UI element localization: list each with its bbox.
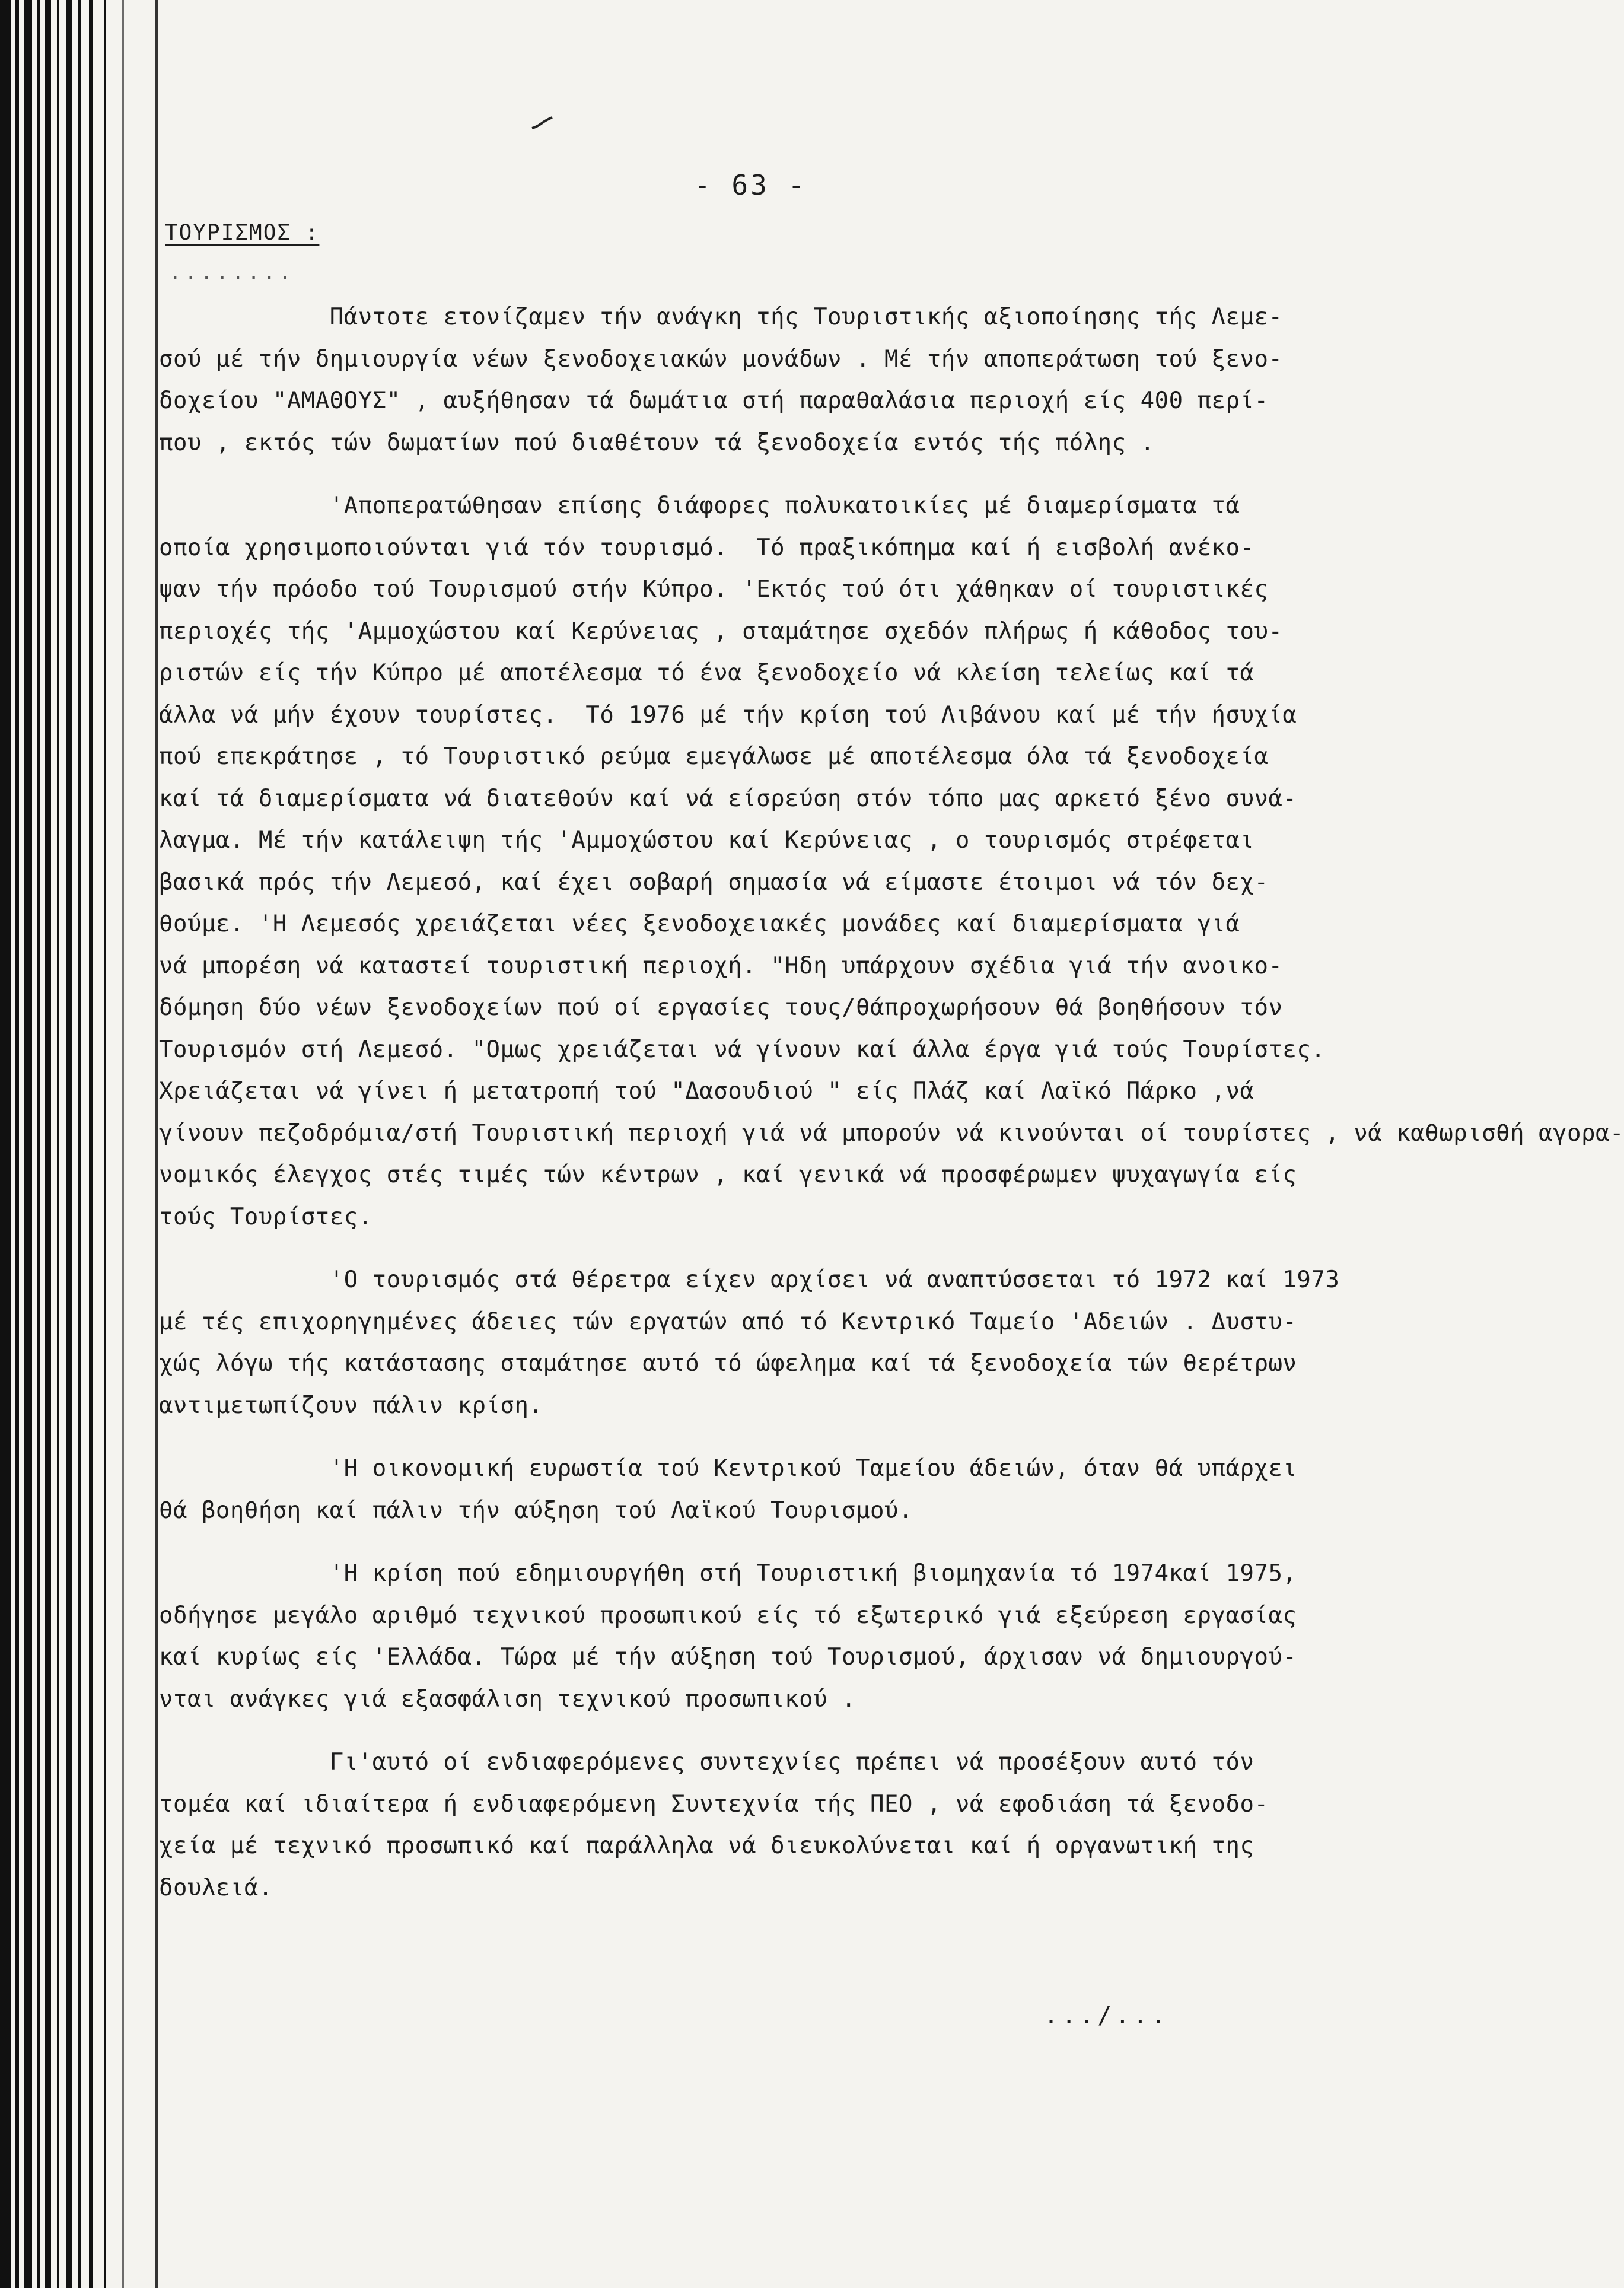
text-line: θούμε. 'Η Λεμεσός χρειάζεται νέες ξενοδοχειακές μονάδες καί διαμερίσματα γιά: [159, 911, 1240, 937]
text-line: περιοχές τής 'Αμμοχώστου καί Κερύνειας , σταμάτησε σχεδόν πλήρως ή κάθοδος του-: [159, 618, 1283, 645]
text-line: δοχείου "ΑΜΑΘΟΥΣ" , αυξήθησαν τά δωμάτια στή παραθαλάσια περιοχή είς 400 περί-: [159, 387, 1269, 414]
text-line: 'Ο τουρισμός στά θέρετρα είχεν αρχίσει νά αναπτύσσεται τό 1972 καί 1973: [159, 1266, 1340, 1293]
text-line: νται ανάγκες γιά εξασφάλιση τεχνικού προσωπικού .: [159, 1685, 856, 1713]
text-line: δόμηση δύο νέων ξενοδοχείων πού οί εργασίες τους/θάπροχωρήσουν θά βοηθήσουν τόν: [159, 994, 1283, 1021]
text-line: χώς λόγω τής κατάστασης σταμάτησε αυτό τό ώφελημα καί τά ξενοδοχεία τών θερέτρων: [159, 1350, 1297, 1377]
ink-mark: [531, 116, 553, 131]
text-line: Γι'αυτό οί ενδιαφερόμενες συντεχνίες πρέπει νά προσέξουν αυτό τόν: [159, 1749, 1254, 1775]
text-line: ψαν τήν πρόοδο τού Τουρισμού στήν Κύπρο. 'Εκτός τού ότι χάθηκαν οί τουριστικές: [159, 576, 1269, 603]
text-line: αντιμετωπίζουν πάλιν κρίση.: [159, 1392, 543, 1419]
text-line: οποία χρησιμοποιούνται γιά τόν τουρισμό. Τό πραξικόπημα καί ή εισβολή ανέκο-: [159, 534, 1254, 561]
text-line: 'Η κρίση πού εδημιουργήθη στή Τουριστική βιομηχανία τό 1974καί 1975,: [159, 1560, 1297, 1587]
text-line: Τουρισμόν στή Λεμεσό. "Ομως χρειάζεται νά γίνουν καί άλλα έργα γιά τούς Τουρίστες.: [159, 1036, 1326, 1063]
body-text: [159, 297, 1624, 1909]
text-line: γίνουν πεζοδρόμια/στή Τουριστική περιοχή γιά νά μπορούν νά κινούνται οί τουρίστες , νά καθωρισθή αγορα-: [159, 1119, 1624, 1147]
text-line: τομέα καί ιδιαίτερα ή ενδιαφερόμενη Συντεχνία τής ΠΕΟ , νά εφοδιάση τά ξενοδο-: [159, 1790, 1269, 1818]
text-line: άλλα νά μήν έχουν τουρίστες. Τό 1976 μέ τήν κρίση τού Λιβάνου καί μέ τήν ήσυχία: [159, 701, 1297, 728]
text-line: καί κυρίως είς 'Ελλάδα. Τώρα μέ τήν αύξηση τού Τουρισμού, άρχισαν νά δημιουργού-: [159, 1644, 1297, 1670]
text-line: ριστών είς τήν Κύπρο μέ αποτέλεσμα τό ένα ξενοδοχείο νά κλείση τελείως καί τά: [159, 660, 1254, 686]
continuation-mark: .../...: [1044, 2002, 1169, 2029]
text-line: που , εκτός τών δωματίων πού διαθέτουν τά ξενοδοχεία εντός τής πόλης .: [159, 429, 1155, 456]
text-line: Χρειάζεται νά γίνει ή μετατροπή τού "Δασουδιού " είς Πλάζ καί Λαϊκό Πάρκο ,νά: [159, 1078, 1254, 1105]
text-line: χεία μέ τεχνικό προσωπικό καί παράλληλα νά διευκολύνεται καί ή οργανωτική της: [159, 1832, 1254, 1859]
text-line: 'Η οικονομική ευρωστία τού Κεντρικού Ταμείου άδειών, όταν θά υπάρχει: [159, 1455, 1297, 1482]
text-line: νομικός έλεγχος στές τιμές τών κέντρων , καί γενικά νά προσφέρωμεν ψυχαγωγία είς: [159, 1161, 1297, 1188]
text-line: τούς Τουρίστες.: [159, 1203, 372, 1230]
text-line: Πάντοτε ετονίζαμεν τήν ανάγκη τής Τουριστικής αξιοποίησης τής Λεμε-: [159, 304, 1283, 330]
text-line: θά βοηθήση καί πάλιν τήν αύξηση τού Λαϊκού Τουρισμού.: [159, 1497, 913, 1524]
text-line: δουλειά.: [159, 1874, 273, 1901]
text-line: μέ τές επιχορηγημένες άδειες τών εργατών από τό Κεντρικό Ταμείο 'Αδειών . Δυστυ-: [159, 1308, 1297, 1335]
text-line: σού μέ τήν δημιουργία νέων ξενοδοχειακών μονάδων . Μέ τήν αποπεράτωση τού ξενο-: [159, 345, 1283, 373]
heading-dots: ........: [169, 261, 295, 285]
text-line: καί τά διαμερίσματα νά διατεθούν καί νά είσρεύση στόν τόπο μας αρκετό ξένο συνά-: [159, 785, 1297, 812]
page-number: - 63 -: [694, 169, 807, 201]
text-line: λαγμα. Μέ τήν κατάλειψη τής 'Αμμοχώστου καί Κερύνειας , ο τουρισμός στρέφεται: [159, 827, 1254, 854]
text-line: νά μπορέση νά καταστεί τουριστική περιοχή. "Ηδη υπάρχουν σχέδια γιά τήν ανοικο-: [159, 952, 1283, 979]
text-line: πού επεκράτησε , τό Τουριστικό ρεύμα εμεγάλωσε μέ αποτέλεσμα όλα τά ξενοδοχεία: [159, 743, 1269, 770]
text-line: οδήγησε μεγάλο αριθμό τεχνικού προσωπικού είς τό εξωτερικό γιά εξεύρεση εργασίας: [159, 1602, 1297, 1629]
paragraphs: [159, 297, 1624, 1909]
section-heading: ΤΟΥΡΙΣΜΟΣ :: [165, 221, 320, 245]
text-line: 'Αποπερατώθησαν επίσης διάφορες πολυκατοικίες μέ διαμερίσματα τά: [159, 492, 1240, 519]
text-line: βασικά πρός τήν Λεμεσό, καί έχει σοβαρή σημασία νά είμαστε έτοιμοι νά τόν δεχ-: [159, 868, 1269, 896]
